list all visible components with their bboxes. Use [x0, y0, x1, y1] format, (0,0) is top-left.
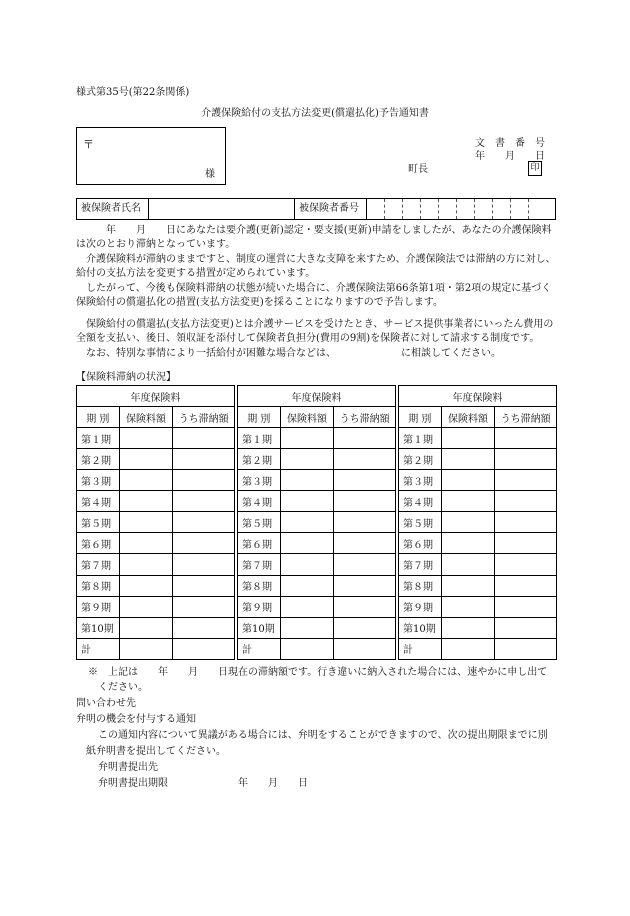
premium-amount-cell [441, 449, 495, 470]
arrears-amount-cell [173, 596, 235, 617]
address-box [76, 127, 226, 185]
arrears-amount-cell [173, 512, 235, 533]
issue-date-label: 年 月 日 [475, 151, 545, 162]
period-label: 第10期 [77, 617, 120, 638]
period-label: 第８期 [399, 575, 442, 596]
table-row [238, 512, 396, 533]
asterisk-note: ※ 上記は 年 月 日現在の滞納額です。行き違いに納入された場合には、速やかに申し出て [88, 667, 548, 678]
premium-amount-cell [280, 596, 334, 617]
premium-amount-cell [119, 428, 173, 449]
table-row [77, 638, 235, 659]
table-row [238, 638, 396, 659]
table-row [77, 449, 235, 470]
arrears-amount-cell [173, 617, 235, 638]
period-label: 第８期 [77, 575, 120, 596]
column-header: 期 別 [77, 407, 120, 428]
premium-amount-cell [441, 533, 495, 554]
digit-box [493, 199, 511, 219]
table-row [77, 596, 235, 617]
table-row [238, 470, 396, 491]
period-label: 第１期 [238, 428, 281, 449]
period-label: 第５期 [399, 512, 442, 533]
premium-amount-cell [441, 470, 495, 491]
premium-amount-cell [119, 491, 173, 512]
body-paragraph-2: 介護保険料が滞納のままですと、制度の運営に大きな支障を来すため、介護保険法では滞納の方に対し、給付の支払方法を変更する措置が定められています。 [76, 254, 556, 280]
insured-info-table [76, 198, 556, 220]
digit-box [511, 199, 529, 219]
period-label: 第４期 [77, 491, 120, 512]
postal-mark: 〒 [83, 138, 94, 151]
digit-box [457, 199, 475, 219]
period-label: 第10期 [238, 617, 281, 638]
premium-amount-cell [280, 575, 334, 596]
column-header: 保険料額 [280, 407, 334, 428]
arrears-amount-cell [495, 470, 557, 491]
table-row [238, 428, 396, 449]
premium-amount-cell [280, 512, 334, 533]
column-header: 期 別 [399, 407, 442, 428]
doc-number-label: 文 書 番 号 [475, 138, 545, 149]
table-row [77, 617, 235, 638]
inquiry-label: 問い合わせ先 [76, 698, 136, 709]
arrears-amount-cell [334, 575, 396, 596]
table-row [399, 617, 557, 638]
table-row [238, 554, 396, 575]
premium-amount-cell [441, 428, 495, 449]
premium-amount-cell [280, 491, 334, 512]
body-paragraph-3: したがって、今後も保険料滞納の状態が続いた場合に、介護保険法第66条第1項・第2項の規定に基づく保険給付の償還払化の措置(支払方法変更)を採ることになりますので予告します。 [76, 283, 552, 309]
premium-amount-cell [441, 575, 495, 596]
arrears-amount-cell [334, 428, 396, 449]
premium-amount-cell [280, 533, 334, 554]
insured-name-field [149, 199, 295, 219]
premium-amount-cell [119, 596, 173, 617]
period-label: 第３期 [77, 470, 120, 491]
period-label: 計 [238, 638, 281, 659]
arrears-amount-cell [334, 491, 396, 512]
period-label: 第６期 [238, 533, 281, 554]
table-row [238, 596, 396, 617]
premium-amount-cell [119, 617, 173, 638]
premium-amount-cell [280, 554, 334, 575]
table-row [77, 575, 235, 596]
digit-box [439, 199, 457, 219]
column-header: うち滞納額 [173, 407, 235, 428]
explanation-text-cont: 紙弁明書を提出してください。 [86, 746, 226, 757]
explanation-text: この通知内容について異議がある場合には、弁明をすることができますので、次の提出期限までに別 [98, 730, 548, 741]
period-label: 第７期 [399, 554, 442, 575]
premium-amount-cell [280, 638, 334, 659]
arrears-amount-cell [495, 575, 557, 596]
period-label: 第５期 [77, 512, 120, 533]
submit-to-label: 弁明書提出先 [98, 762, 158, 773]
period-label: 第４期 [238, 491, 281, 512]
table-row [399, 575, 557, 596]
premium-amount-cell [119, 575, 173, 596]
table-row [399, 512, 557, 533]
arrears-table-1 [76, 385, 235, 660]
premium-amount-cell [119, 470, 173, 491]
arrears-amount-cell [173, 491, 235, 512]
table-row [399, 428, 557, 449]
column-header: うち滞納額 [334, 407, 396, 428]
premium-amount-cell [441, 638, 495, 659]
year-header: 年度保険料 [77, 386, 235, 407]
arrears-amount-cell [334, 533, 396, 554]
arrears-amount-cell [334, 470, 396, 491]
period-label: 第６期 [77, 533, 120, 554]
period-label: 第３期 [399, 470, 442, 491]
arrears-amount-cell [173, 575, 235, 596]
arrears-amount-cell [173, 554, 235, 575]
table-row [399, 533, 557, 554]
insured-number-label: 被保険者番号 [295, 199, 367, 219]
column-header: 保険料額 [119, 407, 173, 428]
premium-amount-cell [441, 554, 495, 575]
period-label: 第４期 [399, 491, 442, 512]
digit-box [421, 199, 439, 219]
table-row [399, 470, 557, 491]
arrears-amount-cell [334, 512, 396, 533]
table-row [238, 575, 396, 596]
arrears-amount-cell [334, 617, 396, 638]
digit-box [529, 199, 547, 219]
table-row [77, 428, 235, 449]
column-header: うち滞納額 [495, 407, 557, 428]
arrears-amount-cell [173, 470, 235, 491]
arrears-tables [76, 385, 557, 660]
asterisk-note-cont: ください。 [98, 682, 148, 693]
table-row [399, 638, 557, 659]
table-row [77, 554, 235, 575]
arrears-amount-cell [334, 596, 396, 617]
premium-amount-cell [119, 638, 173, 659]
period-label: 第９期 [77, 596, 120, 617]
arrears-amount-cell [173, 638, 235, 659]
premium-amount-cell [280, 470, 334, 491]
table-row [238, 449, 396, 470]
premium-amount-cell [119, 449, 173, 470]
explanation-title: 弁明の機会を付与する通知 [76, 714, 196, 725]
body-paragraph-5: なお、特別な事情により一括給付が困難な場合などは、 に相談してください。 [86, 348, 501, 359]
body-paragraph-4: 保険給付の償還払(支払方法変更)とは介護サービスを受けたとき、サービス提供事業者にいったん費用の全額を支払い、後日、領収証を添付して保険者負担分(費用の9割)を保険者に対して請求する制度です。 [76, 319, 554, 345]
column-header: 保険料額 [441, 407, 495, 428]
arrears-amount-cell [173, 428, 235, 449]
digit-box [367, 199, 385, 219]
premium-amount-cell [119, 512, 173, 533]
table-row [77, 533, 235, 554]
period-label: 第７期 [238, 554, 281, 575]
period-label: 第３期 [238, 470, 281, 491]
table-row [399, 554, 557, 575]
deadline-label: 弁明書提出期限 年 月 日 [98, 778, 308, 789]
mayor-label: 町長 [408, 164, 428, 175]
digit-box [385, 199, 403, 219]
honorific-sama: 様 [205, 169, 215, 180]
premium-amount-cell [119, 554, 173, 575]
premium-amount-cell [441, 596, 495, 617]
form-number: 様式第35号(第22条関係) [76, 87, 190, 98]
table-row [399, 596, 557, 617]
period-label: 第２期 [238, 449, 281, 470]
period-label: 第１期 [77, 428, 120, 449]
arrears-table-2 [237, 385, 396, 660]
period-label: 第７期 [77, 554, 120, 575]
arrears-amount-cell [334, 638, 396, 659]
arrears-amount-cell [495, 449, 557, 470]
table-row [77, 470, 235, 491]
table-row [238, 491, 396, 512]
period-label: 第２期 [77, 449, 120, 470]
period-label: 計 [399, 638, 442, 659]
arrears-amount-cell [495, 512, 557, 533]
body-paragraph-1: 年 月 日にあなたは要介護(更新)認定・要支援(更新)申請をしましたが、あなたの介護保険料は次のとおり滞納となっています。 [76, 225, 552, 251]
arrears-amount-cell [173, 533, 235, 554]
premium-amount-cell [280, 428, 334, 449]
period-label: 第６期 [399, 533, 442, 554]
arrears-table-3 [398, 385, 557, 660]
period-label: 第８期 [238, 575, 281, 596]
period-label: 計 [77, 638, 120, 659]
insured-number-field [367, 199, 555, 219]
arrears-amount-cell [495, 596, 557, 617]
arrears-amount-cell [495, 617, 557, 638]
table-row [399, 491, 557, 512]
arrears-section-label: 【保険料滞納の状況】 [76, 372, 176, 383]
period-label: 第９期 [238, 596, 281, 617]
period-label: 第１期 [399, 428, 442, 449]
table-row [77, 491, 235, 512]
year-header: 年度保険料 [238, 386, 396, 407]
year-header: 年度保険料 [399, 386, 557, 407]
table-row [399, 449, 557, 470]
table-row [77, 512, 235, 533]
premium-amount-cell [441, 491, 495, 512]
premium-amount-cell [280, 449, 334, 470]
period-label: 第２期 [399, 449, 442, 470]
premium-amount-cell [280, 617, 334, 638]
arrears-amount-cell [495, 428, 557, 449]
premium-amount-cell [119, 533, 173, 554]
seal-mark: 印 [528, 161, 542, 176]
arrears-amount-cell [495, 491, 557, 512]
arrears-amount-cell [334, 449, 396, 470]
table-row [238, 533, 396, 554]
premium-amount-cell [441, 512, 495, 533]
period-label: 第９期 [399, 596, 442, 617]
arrears-amount-cell [334, 554, 396, 575]
premium-amount-cell [441, 617, 495, 638]
digit-box [475, 199, 493, 219]
period-label: 第５期 [238, 512, 281, 533]
period-label: 第10期 [399, 617, 442, 638]
column-header: 期 別 [238, 407, 281, 428]
digit-box [403, 199, 421, 219]
table-row [238, 617, 396, 638]
arrears-amount-cell [495, 533, 557, 554]
document-title: 介護保険給付の支払方法変更(償還払化)予告通知書 [201, 108, 429, 119]
insured-name-label: 被保険者氏名 [77, 199, 149, 219]
arrears-amount-cell [495, 638, 557, 659]
arrears-amount-cell [173, 449, 235, 470]
arrears-amount-cell [495, 554, 557, 575]
